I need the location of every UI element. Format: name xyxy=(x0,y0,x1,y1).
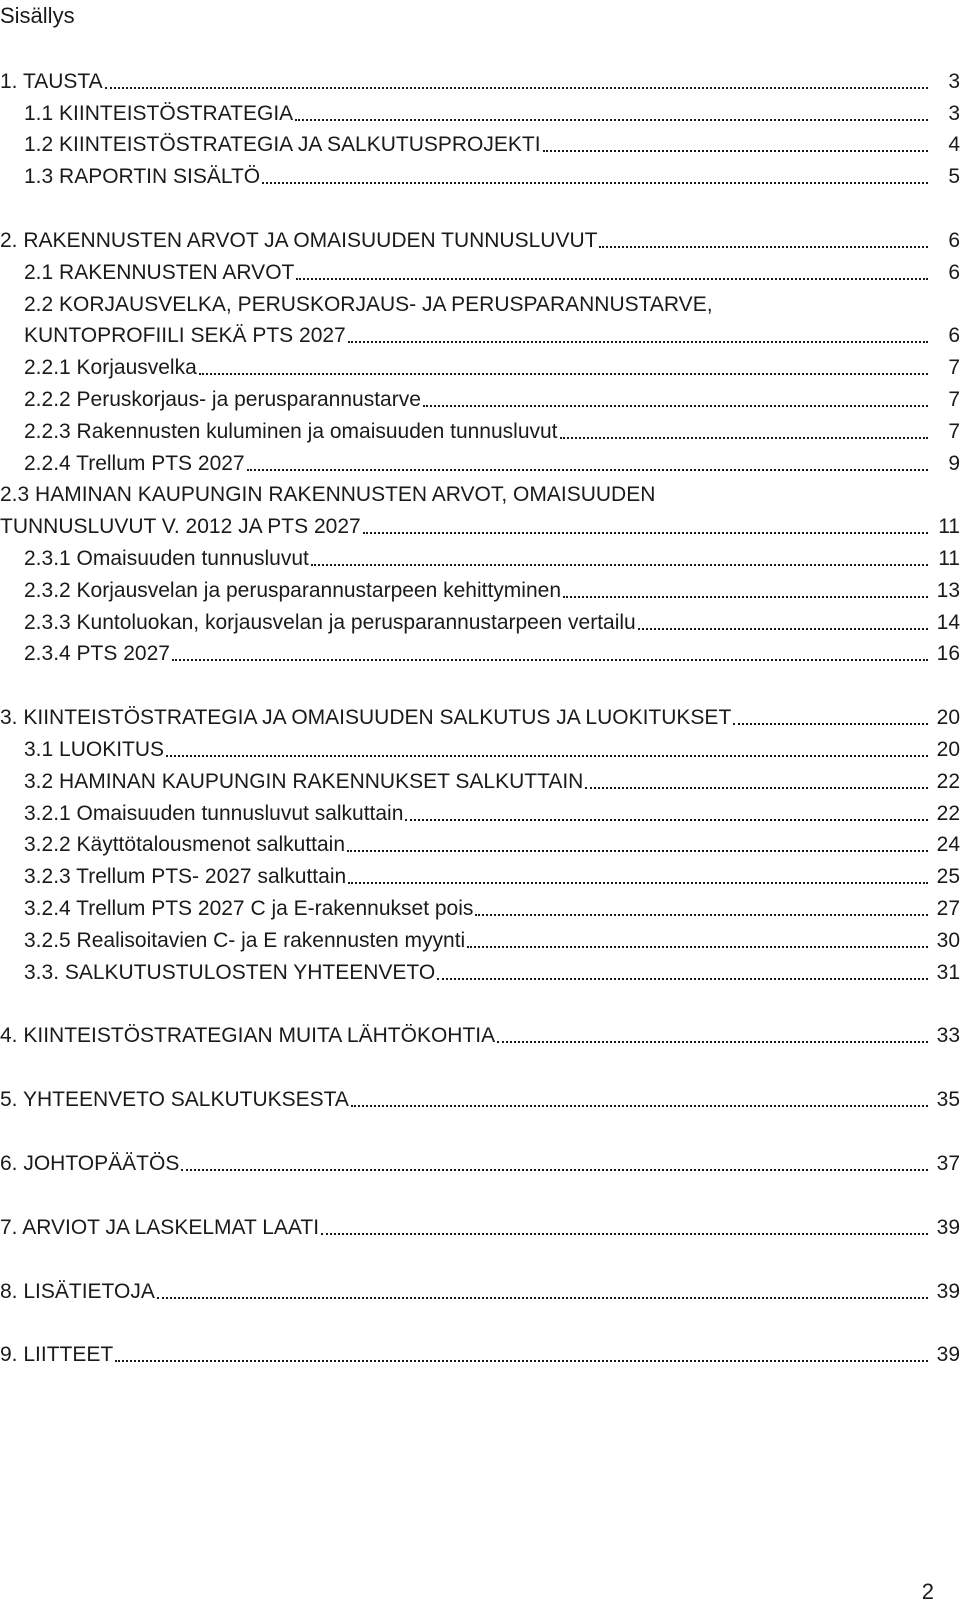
toc-entry-title: 1. TAUSTA xyxy=(0,69,103,93)
toc-entry[interactable] xyxy=(0,796,960,828)
toc-entry-title: 1.1 KIINTEISTÖSTRATEGIA xyxy=(24,101,294,125)
toc-entry-title: 3.2.1 Omaisuuden tunnusluvut salkuttain xyxy=(24,801,404,825)
toc-entry-page: 37 xyxy=(936,1151,960,1175)
toc-entry-page: 27 xyxy=(936,896,960,920)
toc-entry-page: 4 xyxy=(948,133,960,157)
toc-entry[interactable] xyxy=(0,1274,960,1306)
toc-entry-title: 2.2.2 Peruskorjaus- ja perusparannustarve xyxy=(24,387,421,411)
toc-entry[interactable] xyxy=(0,255,960,287)
toc-entry[interactable] xyxy=(0,700,960,732)
toc-entry-page: 35 xyxy=(936,1088,960,1112)
toc-entry-page: 33 xyxy=(936,1024,960,1048)
toc-entry-page: 39 xyxy=(936,1279,960,1303)
toc-dot-leader xyxy=(475,914,928,916)
toc-entry-title: 3.1 LUOKITUS xyxy=(24,737,165,761)
toc-dot-leader xyxy=(585,787,928,789)
toc-entry[interactable] xyxy=(0,1082,960,1114)
toc-entry-page: 7 xyxy=(948,419,960,443)
toc-entry-page: 3 xyxy=(948,101,960,125)
toc-dot-leader xyxy=(247,469,928,471)
toc-entry[interactable] xyxy=(0,96,960,128)
toc-entry-title: 6. JOHTOPÄÄTÖS xyxy=(0,1151,180,1175)
toc-entry[interactable] xyxy=(0,1210,960,1242)
toc-entry[interactable] xyxy=(0,382,960,414)
toc-entry[interactable] xyxy=(0,319,960,351)
toc-dot-leader xyxy=(638,628,928,630)
toc-entry[interactable] xyxy=(0,128,960,160)
toc-entry-title: 2.2.1 Korjausvelka xyxy=(24,356,197,380)
toc-entry-page: 6 xyxy=(948,324,960,348)
toc-entry-title: 8. LISÄTIETOJA xyxy=(0,1279,155,1303)
toc-entry[interactable] xyxy=(0,414,960,446)
toc-entry-title: 7. ARVIOT JA LASKELMAT LAATI xyxy=(0,1215,320,1239)
toc-entry[interactable] xyxy=(0,223,960,255)
toc-entry-page: 39 xyxy=(936,1215,960,1239)
toc-entry-title: 2. RAKENNUSTEN ARVOT JA OMAISUUDEN TUNNUSLUVUT xyxy=(0,228,598,252)
toc-entry-page: 14 xyxy=(936,610,960,634)
toc-dot-leader xyxy=(181,1169,928,1171)
toc-entry-title: 2.3.1 Omaisuuden tunnusluvut xyxy=(24,546,309,570)
toc-dot-leader xyxy=(351,1105,928,1107)
toc-entry-title: TUNNUSLUVUT V. 2012 JA PTS 2027 xyxy=(0,515,361,539)
toc-dot-leader xyxy=(157,1297,928,1299)
toc-dot-leader xyxy=(347,850,928,852)
toc-entry[interactable] xyxy=(0,732,960,764)
toc-entry-title: 3.3. SALKUTUSTULOSTEN YHTEENVETO xyxy=(24,960,436,984)
toc-entry-title: KUNTOPROFIILI SEKÄ PTS 2027 xyxy=(24,324,346,348)
toc-entry-title: 2.1 RAKENNUSTEN ARVOT xyxy=(24,260,295,284)
toc-entry-title: 1.2 KIINTEISTÖSTRATEGIA JA SALKUTUSPROJEKTI xyxy=(24,133,541,157)
toc-dot-leader xyxy=(199,373,928,375)
toc-dot-leader xyxy=(560,437,928,439)
toc-entry[interactable] xyxy=(0,541,960,573)
toc-entry-title: 2.3.2 Korjausvelan ja perusparannustarpeen kehittyminen xyxy=(24,578,562,602)
toc-dot-leader xyxy=(311,564,928,566)
toc-entry-page: 3 xyxy=(948,69,960,93)
toc-entry[interactable] xyxy=(0,350,960,382)
toc-dot-leader xyxy=(296,278,928,280)
toc-entry-page: 7 xyxy=(948,356,960,380)
toc-dot-leader xyxy=(105,87,928,89)
toc-entry-page: 6 xyxy=(948,228,960,252)
toc-dot-leader xyxy=(467,946,928,948)
toc-entry-page: 24 xyxy=(936,833,960,857)
toc-entry[interactable] xyxy=(0,1146,960,1178)
toc-entry-page: 11 xyxy=(938,546,960,570)
toc-dot-leader xyxy=(599,246,928,248)
toc-entry[interactable] xyxy=(0,764,960,796)
toc-dot-leader xyxy=(262,182,928,184)
toc-entry[interactable] xyxy=(0,1338,960,1370)
toc-entry-page: 9 xyxy=(948,451,960,475)
toc-entry-page: 25 xyxy=(936,865,960,889)
toc-entry-title: 3.2.3 Trellum PTS- 2027 salkuttain xyxy=(24,865,347,889)
toc-entry-page: 20 xyxy=(936,737,960,761)
toc-entry-title: 3. KIINTEISTÖSTRATEGIA JA OMAISUUDEN SALKUTUS JA LUOKITUKSET xyxy=(0,706,732,730)
page-title: Sisällys xyxy=(0,3,75,28)
toc-entry-page: 5 xyxy=(948,165,960,189)
toc-entry-page: 13 xyxy=(936,578,960,602)
toc-dot-leader xyxy=(543,150,928,152)
toc-dot-leader xyxy=(166,755,928,757)
toc-entry-page: 30 xyxy=(936,928,960,952)
toc-entry[interactable] xyxy=(0,64,960,96)
toc-dot-leader xyxy=(172,659,928,661)
table-of-contents xyxy=(0,64,960,1369)
toc-entry-page: 20 xyxy=(936,706,960,730)
toc-entry[interactable] xyxy=(0,478,960,510)
toc-entry-page: 16 xyxy=(936,642,960,666)
toc-entry[interactable] xyxy=(0,859,960,891)
toc-dot-leader xyxy=(115,1360,928,1362)
toc-entry[interactable] xyxy=(0,828,960,860)
toc-dot-leader xyxy=(437,978,928,980)
toc-entry-page: 11 xyxy=(938,515,960,539)
toc-entry-title: 2.2 KORJAUSVELKA, PERUSKORJAUS- JA PERUSPARANNUSTARVE, xyxy=(24,292,713,316)
toc-entry[interactable] xyxy=(0,891,960,923)
toc-entry-page: 22 xyxy=(936,801,960,825)
toc-entry[interactable] xyxy=(0,446,960,478)
toc-entry-title: 2.2.4 Trellum PTS 2027 xyxy=(24,451,245,475)
toc-entry[interactable] xyxy=(0,923,960,955)
toc-entry-title: 1.3 RAPORTIN SISÄLTÖ xyxy=(24,165,261,189)
toc-dot-leader xyxy=(563,596,928,598)
toc-entry[interactable] xyxy=(0,287,960,319)
toc-entry-title: 3.2.4 Trellum PTS 2027 C ja E-rakennukset pois xyxy=(24,896,474,920)
toc-entry[interactable] xyxy=(0,509,960,541)
toc-entry-title: 2.3.4 PTS 2027 xyxy=(24,642,170,666)
toc-entry-page: 6 xyxy=(948,260,960,284)
toc-entry-page: 7 xyxy=(948,387,960,411)
toc-dot-leader xyxy=(497,1041,928,1043)
toc-entry-page: 39 xyxy=(936,1343,960,1367)
toc-dot-leader xyxy=(733,723,928,725)
toc-entry-title: 9. LIITTEET xyxy=(0,1343,114,1367)
toc-entry[interactable] xyxy=(0,1019,960,1051)
toc-entry-title: 4. KIINTEISTÖSTRATEGIAN MUITA LÄHTÖKOHTIA xyxy=(0,1024,496,1048)
toc-dot-leader xyxy=(348,341,928,343)
toc-dot-leader xyxy=(405,819,928,821)
toc-dot-leader xyxy=(363,532,928,534)
toc-dot-leader xyxy=(423,405,928,407)
toc-entry[interactable] xyxy=(0,637,960,669)
toc-dot-leader xyxy=(348,882,928,884)
page-number: 2 xyxy=(921,1579,934,1604)
toc-entry-title: 3.2.2 Käyttötalousmenot salkuttain xyxy=(24,833,346,857)
toc-entry[interactable] xyxy=(0,955,960,987)
toc-entry-title: 2.2.3 Rakennusten kuluminen ja omaisuuden tunnusluvut xyxy=(24,419,558,443)
toc-entry-page: 31 xyxy=(936,960,960,984)
toc-entry[interactable] xyxy=(0,159,960,191)
toc-dot-leader xyxy=(321,1233,928,1235)
toc-entry-title: 2.3.3 Kuntoluokan, korjausvelan ja perusparannustarpeen vertailu xyxy=(24,610,636,634)
toc-entry[interactable] xyxy=(0,573,960,605)
toc-dot-leader xyxy=(295,119,928,121)
toc-entry-title: 3.2 HAMINAN KAUPUNGIN RAKENNUKSET SALKUTTAIN xyxy=(24,769,584,793)
toc-entry-title: 2.3 HAMINAN KAUPUNGIN RAKENNUSTEN ARVOT, OMAISUUDEN xyxy=(0,483,656,507)
toc-entry-title: 3.2.5 Realisoitavien C- ja E rakennusten myynti xyxy=(24,928,466,952)
toc-entry-title: 5. YHTEENVETO SALKUTUKSESTA xyxy=(0,1088,349,1112)
toc-entry-page: 22 xyxy=(936,769,960,793)
toc-entry[interactable] xyxy=(0,605,960,637)
